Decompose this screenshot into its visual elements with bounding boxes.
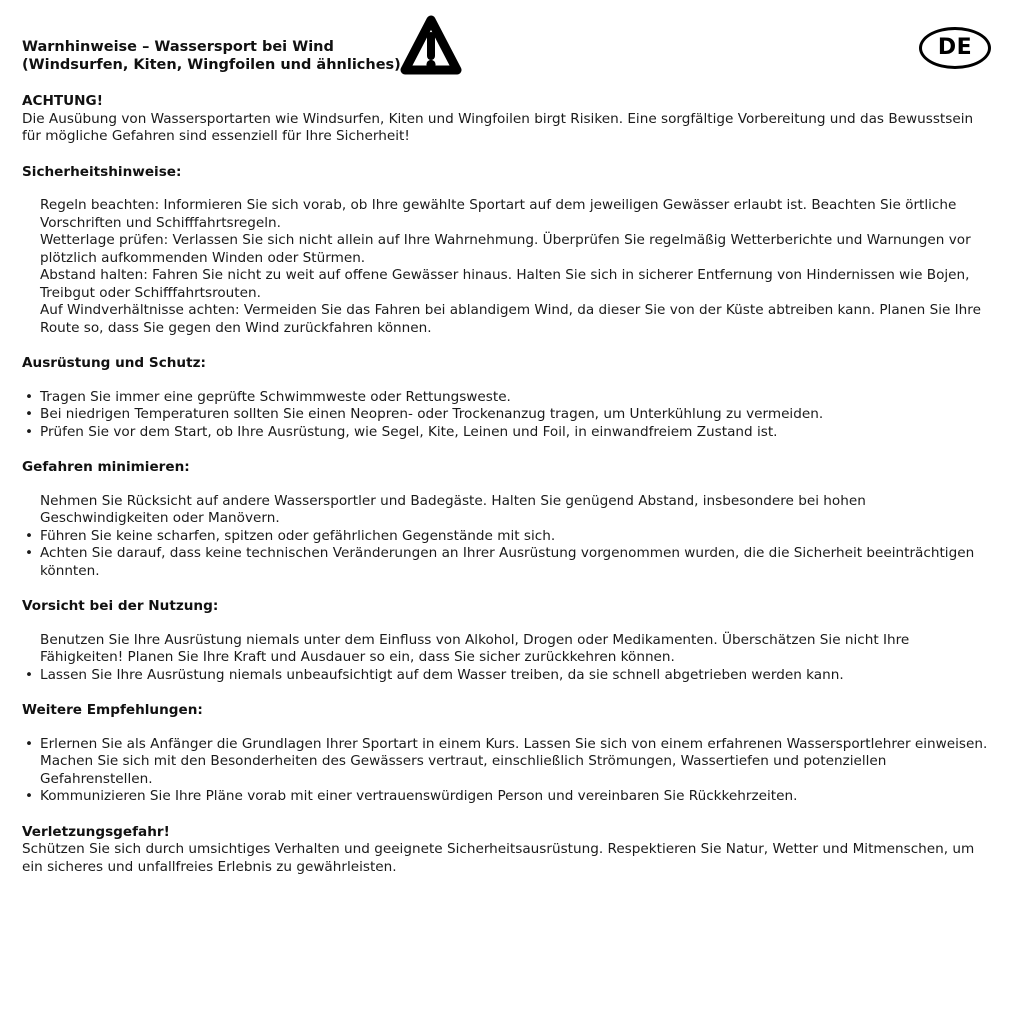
list-item	[22, 736, 988, 754]
list-item-text: Prüfen Sie vor dem Start, ob Ihre Ausrüstung, wie Segel, Kite, Leinen und Foil, in einwandfreiem Zustand ist.	[40, 423, 778, 440]
page-title	[22, 38, 401, 74]
section-heading: ACHTUNG!	[22, 93, 103, 109]
list-item	[22, 424, 988, 442]
section-list	[22, 389, 988, 442]
section-ausruestung-und-schutz	[22, 355, 988, 441]
bullet-marker: •	[25, 545, 34, 561]
section-sicherheitshinweise	[22, 164, 988, 338]
section-heading: Ausrüstung und Schutz:	[22, 355, 206, 371]
list-item	[22, 632, 988, 667]
list-item	[22, 389, 988, 407]
section-achtung	[22, 93, 988, 146]
list-item-text: Wetterlage prüfen: Verlassen Sie sich nicht allein auf Ihre Wahrnehmung. Überprüfen Sie regelmäßig Wetterberichte und Warnungen vor plötzlich aufkommenden Winden oder Stürmen.	[40, 232, 971, 266]
warning-triangle-icon	[399, 12, 463, 80]
list-item	[22, 493, 988, 528]
list-item-text: Abstand halten: Fahren Sie nicht zu weit auf offene Gewässer hinaus. Halten Sie sich in sicherer Entfernung von Hindernissen wie Bojen, Treibgut oder Schifffahrtsrouten.	[40, 267, 970, 301]
list-item	[22, 788, 988, 806]
section-weitere-empfehlungen	[22, 702, 988, 806]
list-item-text: Machen Sie sich mit den Besonderheiten des Gewässers vertraut, einschließlich Strömungen, Wassertiefen und potenziellen Gefahrenstellen.	[40, 753, 887, 787]
list-item-text: Führen Sie keine scharfen, spitzen oder gefährlichen Gegenstände mit sich.	[40, 527, 556, 544]
page-title-line1: Warnhinweise – Wassersport bei Wind	[22, 39, 334, 55]
section-paragraph: Die Ausübung von Wassersportarten wie Windsurfen, Kiten und Wingfoilen birgt Risiken. Eine sorgfältige Vorbereitung und das Bewusstsein für mögliche Gefahren sind essenziell für Ihre Sicherheit!	[22, 110, 974, 144]
list-item-text: Achten Sie darauf, dass keine technischen Veränderungen an Ihrer Ausrüstung vorgenommen wurden, die die Sicherheit beeinträchtigen könnten.	[40, 545, 975, 579]
section-list	[22, 632, 988, 685]
section-heading: Verletzungsgefahr!	[22, 823, 170, 840]
bullet-marker: •	[25, 666, 34, 683]
bullet-marker: •	[25, 423, 34, 440]
list-item-text: Lassen Sie Ihre Ausrüstung niemals unbeaufsichtigt auf dem Wasser treiben, da sie schnell abgetrieben werden kann.	[40, 666, 844, 683]
section-paragraph: Schützen Sie sich durch umsichtiges Verhalten und geeignete Sicherheitsausrüstung. Respektieren Sie Natur, Wetter und Mitmenschen, um ein sicheres und unfallfreies Erlebnis zu gewährleisten.	[22, 841, 975, 875]
list-item	[22, 267, 988, 302]
section-list	[22, 736, 988, 806]
section-vorsicht-bei-der-nutzung	[22, 598, 988, 684]
section-list	[22, 493, 988, 581]
section-heading: Weitere Empfehlungen:	[22, 702, 203, 718]
list-item-text: Bei niedrigen Temperaturen sollten Sie einen Neopren- oder Trockenanzug tragen, um Unterkühlung zu vermeiden.	[40, 406, 824, 422]
list-item	[22, 667, 988, 685]
list-item	[22, 528, 988, 546]
bullet-marker: •	[25, 735, 34, 752]
list-item-text: Regeln beachten: Informieren Sie sich vorab, ob Ihre gewählte Sportart auf dem jeweiligen Gewässer erlaubt ist. Beachten Sie örtliche Vorschriften und Schifffahrtsregeln.	[40, 197, 957, 231]
language-badge-label: DE	[937, 35, 973, 61]
bullet-marker: •	[25, 788, 34, 804]
list-item	[22, 232, 988, 267]
section-heading: Vorsicht bei der Nutzung:	[22, 598, 219, 614]
list-item-text: Tragen Sie immer eine geprüfte Schwimmweste oder Rettungsweste.	[40, 388, 511, 405]
list-item-text: Erlernen Sie als Anfänger die Grundlagen Ihrer Sportart in einem Kurs. Lassen Sie sich von einem erfahrenen Wassersportlehrer einweisen.	[40, 735, 988, 752]
language-badge	[919, 27, 991, 69]
page-title-line2: (Windsurfen, Kiten, Wingfoilen und ähnliches)	[22, 57, 401, 73]
list-item-text: Nehmen Sie Rücksicht auf andere Wassersportler und Badegäste. Halten Sie genügend Abstand, insbesondere bei hohen Geschwindigkeiten oder Manövern.	[40, 492, 866, 526]
list-item	[22, 545, 988, 580]
section-heading: Sicherheitshinweise:	[22, 163, 182, 180]
list-item	[22, 302, 988, 337]
bullet-marker: •	[25, 388, 34, 405]
list-item	[22, 406, 988, 424]
list-item	[22, 753, 988, 788]
bullet-marker: •	[25, 406, 34, 422]
bullet-marker: •	[25, 527, 34, 544]
section-heading: Gefahren minimieren:	[22, 459, 190, 475]
list-item	[22, 197, 988, 232]
document-content	[22, 93, 988, 876]
list-item-text: Kommunizieren Sie Ihre Pläne vorab mit einer vertrauenswürdigen Person und vereinbaren Sie Rückkehrzeiten.	[40, 788, 798, 804]
section-verletzungsgefahr	[22, 824, 988, 877]
list-item-text: Auf Windverhältnisse achten: Vermeiden Sie das Fahren bei ablandigem Wind, da dieser Sie von der Küste abtreiben kann. Planen Sie Ihre Route so, dass Sie gegen den Wind zurückfahren können.	[40, 302, 981, 336]
section-gefahren-minimieren	[22, 459, 988, 580]
section-list	[22, 197, 988, 337]
list-item-text: Benutzen Sie Ihre Ausrüstung niemals unter dem Einfluss von Alkohol, Drogen oder Medikamenten. Überschätzen Sie nicht Ihre Fähigkeiten! Planen Sie Ihre Kraft und Ausdauer so ein, dass Sie sicher zurückkehren können.	[40, 631, 910, 665]
